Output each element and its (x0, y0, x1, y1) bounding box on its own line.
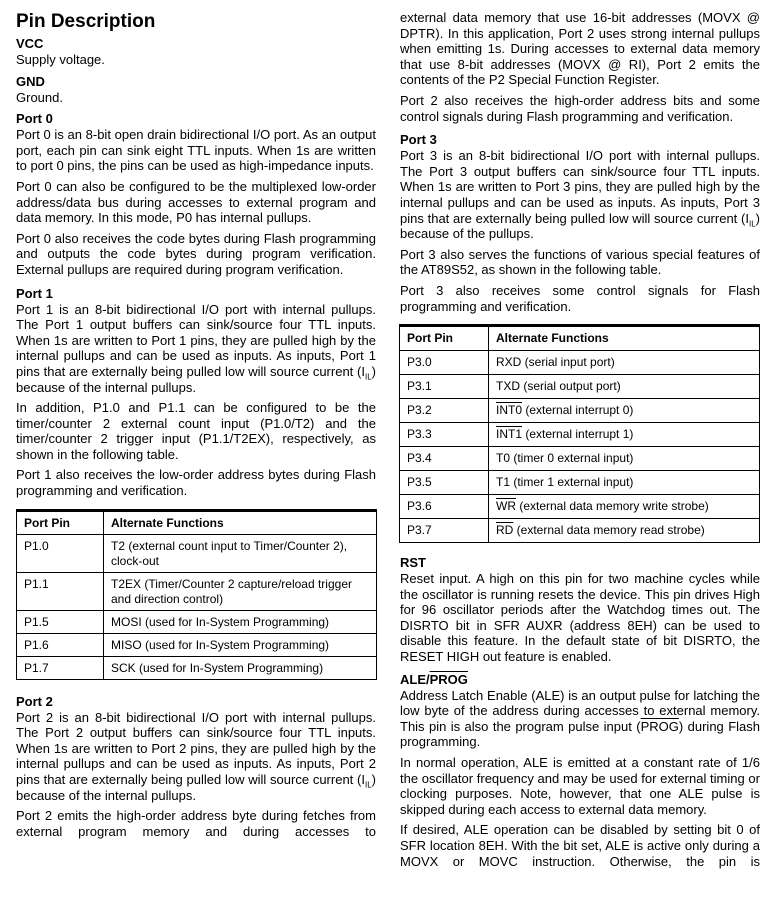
table-row (400, 471, 760, 495)
section-rst (400, 555, 760, 665)
overline-text: PROG (640, 718, 679, 734)
port0-heading: Port 0 (16, 111, 53, 127)
signal-name: T1 (496, 475, 511, 490)
text-run: Port 2 is an 8-bit bidirectional I/O port with internal pullups. The Port 2 output buffers can sink/source four TTL inputs. When 1s are written to Port 2 pins, they are pulled high by the internal pullups and can be used as inputs. As inputs, Port 2 pins that are externally being pulled low will source current (I (16, 709, 376, 788)
signal-name: RXD (496, 355, 522, 370)
port2-heading: Port 2 (16, 693, 53, 709)
port2-paragraph: Port 2 also receives the high-order address bits and some control signals during Flash programming and verification. (400, 92, 760, 124)
signal-description: (timer 1 external input) (510, 475, 634, 490)
function-cell: SCK (used for In-System Programming) (104, 656, 377, 679)
section-port1 (16, 286, 376, 680)
port3-heading: Port 3 (400, 132, 437, 148)
pin-cell: P3.5 (400, 471, 489, 495)
table-row (400, 519, 760, 543)
table-row (400, 351, 760, 375)
signal-name: INT0 (496, 403, 523, 418)
table-row (17, 633, 377, 656)
function-cell (489, 423, 760, 447)
table-row (17, 656, 377, 679)
port0-paragraph: Port 0 is an 8-bit open drain bidirectional I/O port. As an output port, each pin can sink eight TTL inputs. When 1s are written to port 0 pins, the pins can be used as high-impedance inputs. (16, 127, 376, 174)
port2-paragraph: Port 2 emits the high-order address byte during fetches from external program memory and during accesses to (16, 808, 376, 839)
pin-cell: P3.6 (400, 495, 489, 519)
section-port0 (16, 111, 376, 277)
signal-name: $\overline{RD}$ (496, 523, 514, 538)
text-run: ) because of the pullups. (400, 210, 760, 242)
vcc-heading: VCC (16, 36, 44, 51)
port3-paragraph: Port 3 also receives some control signals for Flash programming and verification. (400, 282, 760, 314)
pin-cell: P3.4 (400, 447, 489, 471)
column-header: Alternate Functions (489, 326, 760, 351)
text-run: ) during Flash programming. (400, 718, 760, 750)
port1-paragraph: In addition, P1.0 and P1.1 can be configured to be the timer/counter 2 external count input (P1.0/T2) and the timer/counter 2 trigger input (P1.1/T2EX), respectively, as shown in the following table. (16, 400, 376, 462)
page-title: Pin Description (16, 11, 156, 32)
gnd-heading: GND (16, 73, 45, 89)
port3-paragraph (400, 148, 760, 242)
pin-cell: P3.7 (400, 519, 489, 543)
port0-paragraph: Port 0 also receives the code bytes during Flash programming and outputs the code bytes during program verification. External pullups are required during program verification. (16, 230, 376, 277)
column-header: Alternate Functions (104, 510, 377, 534)
pin-cell: P3.1 (400, 375, 489, 399)
port1-alternate-functions-table (16, 509, 377, 680)
port0-paragraph: Port 0 can also be configured to be the multiplexed low-order address/data bus during accesses to external program and data memory. In this mode, P0 has internal pullups. (16, 178, 376, 226)
function-cell (489, 471, 760, 495)
pin-cell: P1.5 (17, 610, 104, 633)
text-run: Port 1 is an 8-bit bidirectional I/O port with internal pullups. The Port 1 output buffers can sink/source four TTL inputs. When 1s are written to Port 1 pins, they are pulled high by the internal pullups and can be used as inputs. As inputs, Port 1 pins that are externally being pulled low will source current (I (16, 301, 376, 379)
column-header: Port Pin (17, 510, 104, 534)
table-row (400, 375, 760, 399)
section-ale-prog (400, 672, 760, 870)
section-vcc (16, 36, 376, 68)
subscript: IL (364, 372, 372, 382)
signal-name: $\overline{WR}$ (496, 499, 516, 514)
vcc-text: Supply voltage. (16, 52, 105, 67)
function-cell: MISO (used for In-System Programming) (104, 633, 377, 656)
signal-description: (serial input port) (521, 355, 615, 370)
pin-cell: P3.3 (400, 423, 489, 447)
section-port2 (16, 694, 376, 840)
left-column (16, 0, 376, 839)
table-header-row (400, 326, 760, 351)
ale-prog-heading (400, 672, 760, 688)
text-run: Port 3 is an 8-bit bidirectional I/O port with internal pullups. The Port 3 output buffers can sink/source four TTL inputs. When 1s are written to Port 3 pins, they are pulled high by the internal pullups and can be used as inputs. As inputs, Port 3 pins that are externally being pulled low will source current (I (400, 148, 760, 226)
signal-description: (serial output port) (520, 379, 621, 394)
heading-overline-text: PROG (429, 671, 468, 687)
function-cell (489, 447, 760, 471)
table-row (400, 423, 760, 447)
port2-paragraph (16, 710, 376, 804)
gnd-text: Ground. (16, 89, 63, 105)
function-cell (489, 375, 760, 399)
pin-cell: P3.2 (400, 399, 489, 423)
table-row (17, 610, 377, 633)
signal-description: (external data memory write strobe) (516, 499, 709, 514)
right-column (400, 0, 760, 869)
text-run: Address Latch Enable (ALE) is an output pulse for latching the low byte of the address during accesses to external memory. This pin is also the program pulse input ( (400, 687, 760, 734)
rst-heading: RST (400, 555, 426, 571)
function-cell: T2EX (Timer/Counter 2 capture/reload trigger and direction control) (104, 572, 377, 610)
pin-cell: P3.0 (400, 351, 489, 375)
pin-cell: P1.1 (17, 572, 104, 610)
function-cell (489, 519, 760, 543)
port2-continued-paragraph: external data memory that use 16-bit addresses (MOVX @ DPTR). In this application, Port 2 uses strong internal pullups when emitting 1s. During accesses to external data memory that use 8-bit addresses (MOVX @ RI), Port 2 emits the contents of the P2 Special Function Register. (400, 10, 760, 88)
function-cell (489, 495, 760, 519)
function-cell (489, 399, 760, 423)
function-cell: T2 (external count input to Timer/Counter 2), clock-out (104, 534, 377, 572)
subscript: IL (748, 219, 756, 229)
table-header-row (17, 510, 377, 534)
ale-paragraph: If desired, ALE operation can be disabled by setting bit 0 of SFR location 8EH. With the bit set, ALE is active only during a MOVX or MOVC instruction. Otherwise, the pin is (400, 822, 760, 869)
function-cell (489, 351, 760, 375)
rst-paragraph: Reset input. A high on this pin for two machine cycles while the oscillator is running resets the device. This pin drives High for 96 oscillator periods after the Watchdog times out. The DISRTO bit in SFR AUXR (address 8EH) can be used to disable this feature. In the default state of bit DISRTO, the RESET HIGH out feature is enabled. (400, 571, 760, 665)
subscript: IL (364, 780, 372, 790)
table-row (400, 495, 760, 519)
signal-name: TXD (496, 379, 520, 394)
port1-heading: Port 1 (16, 285, 53, 301)
port1-paragraph: Port 1 also receives the low-order address bytes during Flash programming and verification. (16, 467, 376, 499)
port1-paragraph (16, 302, 376, 396)
port3-alternate-functions-table (399, 324, 760, 543)
table-row (400, 399, 760, 423)
function-cell: MOSI (used for In-System Programming) (104, 610, 377, 633)
text-run: ) because of the internal pullups. (16, 363, 376, 395)
column-header: Port Pin (400, 326, 489, 351)
table-row (400, 447, 760, 471)
text-run: ) because of the internal pullups. (16, 772, 376, 803)
pin-cell: P1.6 (17, 633, 104, 656)
section-port3 (400, 132, 760, 543)
signal-name: T0 (496, 451, 511, 466)
table-row (17, 572, 377, 610)
signal-description: (timer 0 external input) (510, 451, 634, 466)
heading-text: ALE/ (400, 671, 430, 687)
ale-paragraph (400, 688, 760, 750)
signal-description: (external data memory read strobe) (513, 523, 705, 538)
section-gnd (16, 74, 376, 106)
pin-cell: P1.0 (17, 534, 104, 572)
signal-description: (external interrupt 1) (522, 427, 634, 442)
port3-paragraph: Port 3 also serves the functions of various special features of the AT89S52, as shown in the following table. (400, 246, 760, 278)
ale-paragraph: In normal operation, ALE is emitted at a constant rate of 1/6 the oscillator frequency and may be used for external timing or clocking purposes. Note, however, that one ALE pulse is skipped during each access to external data memory. (400, 755, 760, 817)
signal-description: (external interrupt 0) (522, 403, 634, 418)
table-row (17, 534, 377, 572)
pin-cell: P1.7 (17, 656, 104, 679)
signal-name: INT1 (496, 427, 523, 442)
